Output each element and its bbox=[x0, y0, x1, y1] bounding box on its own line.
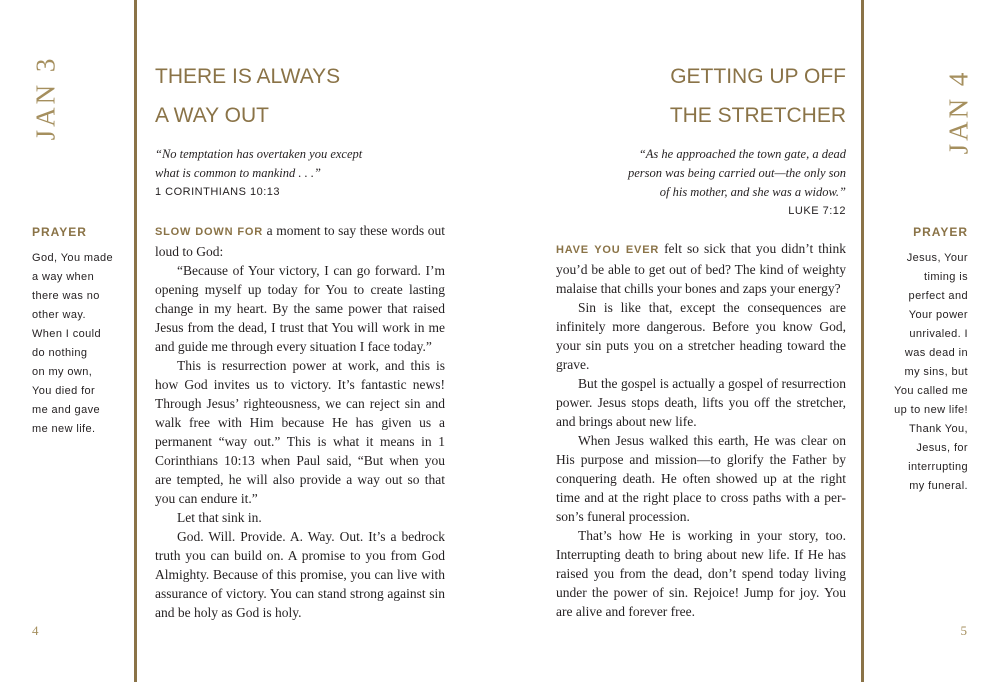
left-paragraph: Let that sink in. bbox=[177, 510, 262, 525]
left-paragraph: God. Will. Provide. A. Way. Out. It’s a bedrock truth you can build on. A promise to you from God Almighty. Because of this promise, you can live with assurance of victory. You can stand strong against sin and be holy as God is holy. bbox=[155, 529, 445, 620]
right-margin-rule bbox=[861, 0, 864, 682]
right-devotion-title: GETTING UP OFF THE STRETCHER bbox=[669, 65, 846, 127]
right-body-text bbox=[556, 239, 846, 621]
left-date-label: JAN 3 bbox=[30, 55, 61, 141]
right-paragraph: When Jesus walked this earth, He was clear on His purpose and mission—to glorify the Father by conquering death. He often showed up at the right time and at the right place to cross paths with a person’s funeral procession. bbox=[556, 433, 846, 524]
right-prayer-text: Jesus, Your timing is perfect and Your power unrivaled. I was dead in my sins, but You called me up to new life! Thank You, Jesus, for interrupting my funeral. bbox=[894, 252, 968, 492]
left-prayer-text: God, You made a way when there was no other way. When I could do nothing on my own, You died for me and gave me new life. bbox=[32, 252, 114, 435]
right-paragraph: Sin is like that, except the consequences are infinitely more dangerous. Before you know God, your sin puts you on a stretcher heading toward the grave. bbox=[556, 300, 846, 372]
left-margin-rule bbox=[134, 0, 137, 682]
left-prayer-heading: PRAYER bbox=[32, 225, 87, 239]
left-page-number: 4 bbox=[32, 623, 39, 638]
left-scripture-quote: “No temptation has overtaken you except what is common to mankind . . .” bbox=[155, 147, 363, 180]
left-scripture-reference: 1 CORINTHIANS 10:13 bbox=[155, 186, 281, 198]
right-page-number: 5 bbox=[960, 623, 967, 638]
left-devotion-title: THERE IS ALWAYS A WAY OUT bbox=[155, 65, 341, 127]
right-prayer-heading: PRAYER bbox=[913, 225, 968, 239]
right-scripture-reference: LUKE 7:12 bbox=[788, 205, 846, 217]
right-paragraph: But the gospel is actually a gospel of resurrection power. Jesus stops death, lifts you off the stretcher, and brings about new life. bbox=[556, 376, 846, 429]
right-scripture-quote: “As he approached the town gate, a dead person was being carried out—the only son of his mother, and she was a widow.” bbox=[627, 147, 846, 199]
right-lead-in: HAVE YOU EVER bbox=[556, 244, 660, 256]
right-paragraph: That’s how He is working in your story, too. Interrupting death to bring about new life. If He has raised you from the dead, don’t spend today living under the power of sin. Rejoice! Jump for joy. You are alive and forever free. bbox=[556, 528, 846, 619]
left-lead-in: SLOW DOWN FOR bbox=[155, 226, 264, 238]
left-paragraph: This is resurrection power at work, and this is how God invites us to victory. It’s fantastic news! Through Jesus’ righteousness, we can reject sin and walk free with Him because He has given us a permanent “way out.” This is what it means in 1 Corinthians 10:13 when Paul said, “But when you are tempted, he will also provide a way out so that you can endure it.” bbox=[155, 358, 445, 506]
left-paragraph: “Because of Your victory, I can go forward. I’m opening myself up today for You to create lasting change in my heart. By the same power that raised Jesus from the dead, I trust that You will work in me and guide me through every situation I face today.” bbox=[155, 263, 445, 354]
right-paragraph: HAVE YOU EVER felt so sick that you didn’t think you’d be able to get out of bed? The kind of weighty malaise that chills your bones and zaps your energy? bbox=[556, 241, 846, 296]
left-paragraph: SLOW DOWN FOR a moment to say these words out loud to God: bbox=[155, 223, 445, 259]
right-date-label: JAN 4 bbox=[943, 69, 974, 155]
left-body-text bbox=[155, 221, 445, 622]
